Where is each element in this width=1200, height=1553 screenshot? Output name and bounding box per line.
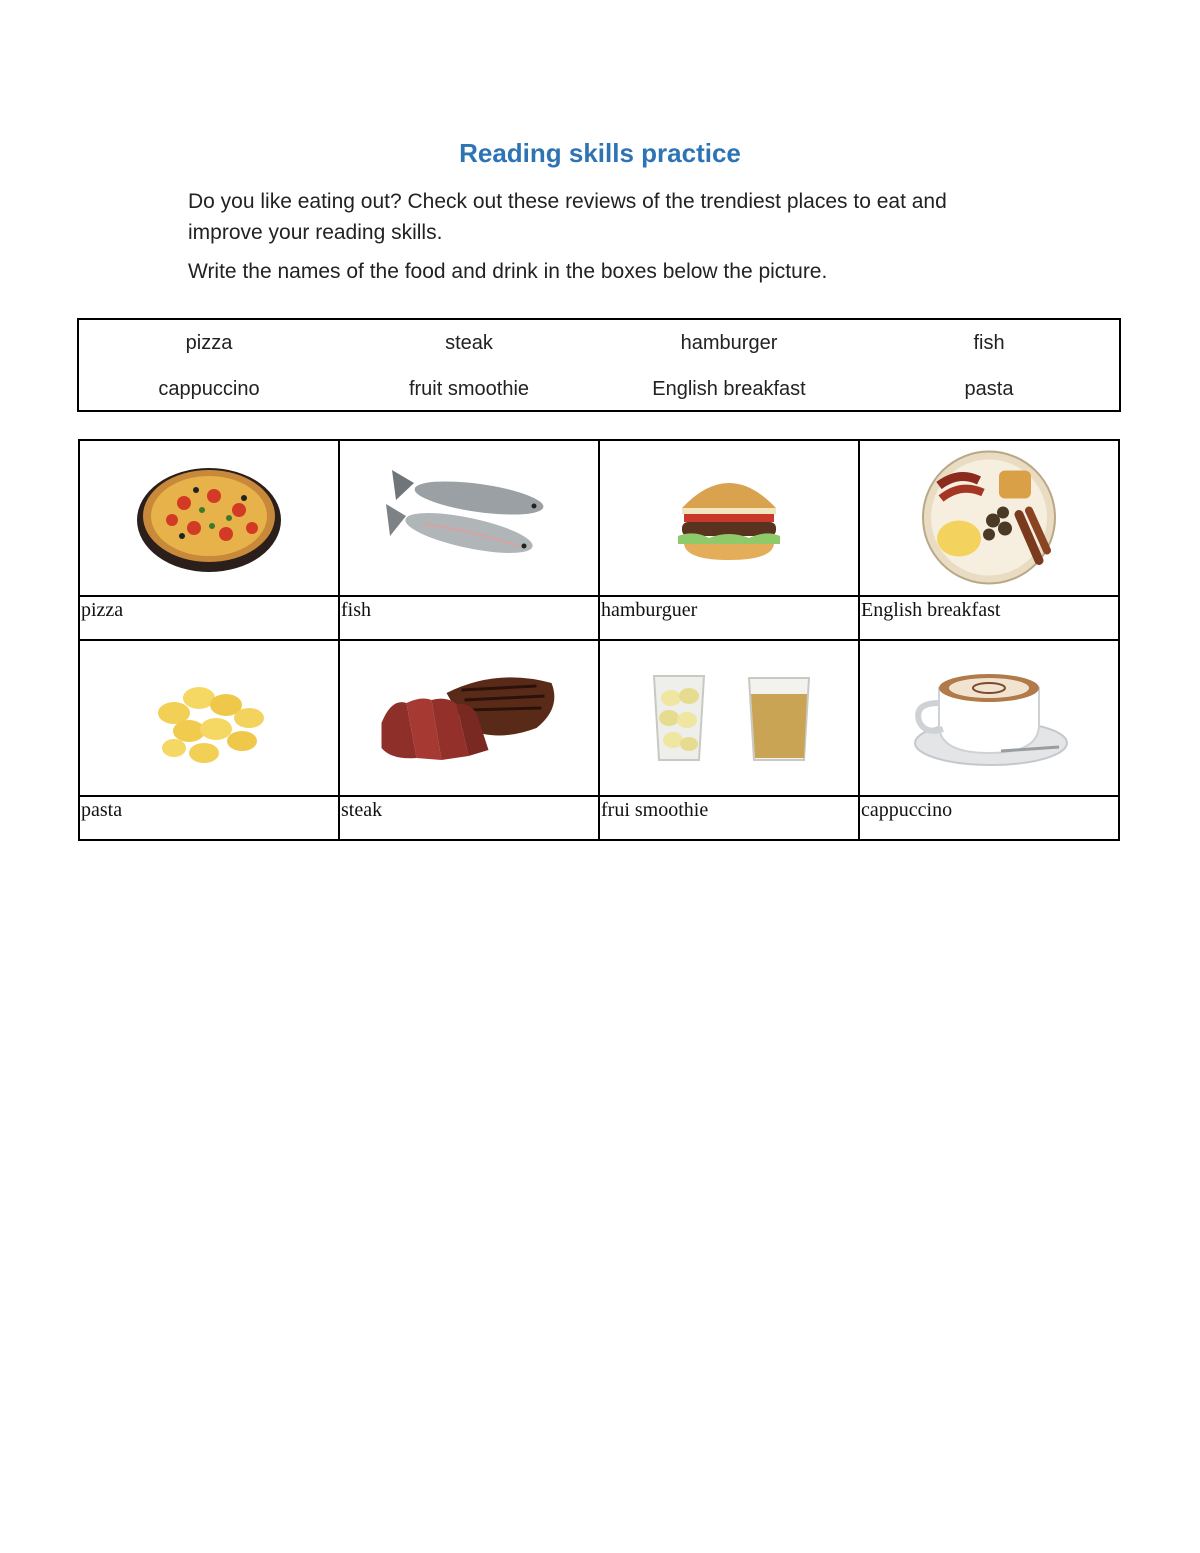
word-bank-item: cappuccino xyxy=(158,377,260,400)
word-bank-row-1 xyxy=(79,320,1119,366)
picture-cell xyxy=(339,640,599,796)
answer-cell[interactable] xyxy=(339,596,599,640)
word-bank-item: pizza xyxy=(185,331,233,354)
picture-row-1 xyxy=(79,440,1119,596)
answer-cell[interactable] xyxy=(599,796,859,840)
cappuccino-image xyxy=(860,641,1118,795)
answer-text: pasta xyxy=(81,799,123,821)
word-bank xyxy=(77,318,1121,412)
answer-cell[interactable] xyxy=(339,796,599,840)
intro-text xyxy=(188,186,988,295)
word-bank-row-2 xyxy=(79,366,1119,412)
answer-text: cappuccino xyxy=(861,799,953,821)
label-row-1 xyxy=(79,596,1119,640)
intro-paragraph-1: Do you like eating out? Check out these reviews of the trendiest places to eat and improve your reading skills. xyxy=(188,190,947,244)
picture-cell xyxy=(339,440,599,596)
word-bank-item: fruit smoothie xyxy=(408,377,530,400)
picture-grid xyxy=(78,439,1120,841)
picture-cell xyxy=(79,440,339,596)
picture-cell xyxy=(599,440,859,596)
answer-text: steak xyxy=(341,799,383,821)
word-bank-item: hamburger xyxy=(680,331,778,354)
answer-text: frui smoothie xyxy=(601,799,709,821)
answer-cell[interactable] xyxy=(859,596,1119,640)
word-bank-item: English breakfast xyxy=(652,377,806,400)
answer-cell[interactable] xyxy=(599,596,859,640)
picture-cell xyxy=(599,640,859,796)
answer-cell[interactable] xyxy=(79,596,339,640)
answer-text: pizza xyxy=(81,599,124,621)
label-row-2 xyxy=(79,796,1119,840)
word-bank-item: pasta xyxy=(964,377,1014,400)
answer-text: English breakfast xyxy=(861,599,1001,621)
fruit-smoothie-image xyxy=(600,641,858,795)
word-bank-item: fish xyxy=(973,331,1005,354)
intro-paragraph-2: Write the names of the food and drink in the boxes below the picture. xyxy=(188,260,828,283)
picture-row-2 xyxy=(79,640,1119,796)
word-bank-item: steak xyxy=(445,331,493,354)
picture-cell xyxy=(79,640,339,796)
pasta-image xyxy=(80,641,338,795)
pizza-image xyxy=(80,441,338,595)
english-breakfast-image xyxy=(860,441,1118,595)
answer-cell[interactable] xyxy=(79,796,339,840)
answer-text: fish xyxy=(341,599,371,621)
fish-image xyxy=(340,441,598,595)
answer-cell[interactable] xyxy=(859,796,1119,840)
hamburger-image xyxy=(600,441,858,595)
picture-cell xyxy=(859,440,1119,596)
answer-text: hamburguer xyxy=(601,599,698,621)
page-title: Reading skills practice xyxy=(459,138,741,168)
picture-cell xyxy=(859,640,1119,796)
steak-image xyxy=(340,641,598,795)
